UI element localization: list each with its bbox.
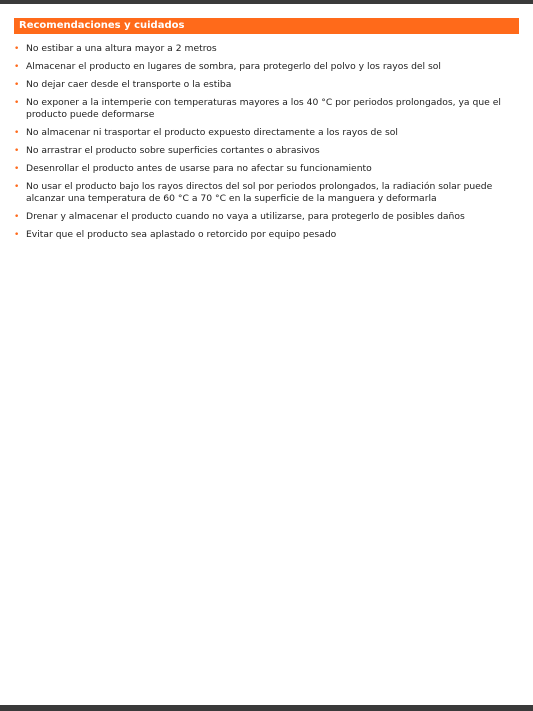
list-item-text: Desenrollar el producto antes de usarse para no afectar su funcionamiento [26, 163, 372, 174]
recommendations-section [14, 18, 519, 247]
list-item [14, 181, 519, 205]
bullet-icon: • [14, 146, 20, 156]
bullet-icon: • [14, 230, 20, 240]
bullet-icon: • [14, 182, 20, 192]
bullet-icon: • [14, 212, 20, 222]
list-item [14, 127, 519, 139]
top-bar [0, 0, 533, 4]
list-item [14, 61, 519, 73]
section-title: Recomendaciones y cuidados [14, 18, 519, 34]
list-item [14, 43, 519, 55]
list-item-text: No arrastrar el producto sobre superficies cortantes o abrasivos [26, 145, 320, 156]
list-item-text: No estibar a una altura mayor a 2 metros [26, 43, 217, 54]
list-item [14, 97, 519, 121]
list-item [14, 79, 519, 91]
bullet-icon: • [14, 98, 20, 108]
list-item [14, 145, 519, 157]
list-item-text: Drenar y almacenar el producto cuando no vaya a utilizarse, para protegerlo de posibles daños [26, 211, 465, 222]
list-item [14, 211, 519, 223]
list-item-text: Almacenar el producto en lugares de sombra, para protegerlo del polvo y los rayos del sol [26, 61, 441, 72]
bullet-icon: • [14, 128, 20, 138]
recommendations-list [14, 43, 519, 241]
bullet-icon: • [14, 164, 20, 174]
list-item-text: Evitar que el producto sea aplastado o retorcido por equipo pesado [26, 229, 337, 240]
bottom-bar [0, 705, 533, 711]
bullet-icon: • [14, 80, 20, 90]
bullet-icon: • [14, 62, 20, 72]
list-item [14, 163, 519, 175]
list-item-text: No usar el producto bajo los rayos directos del sol por periodos prolongados, la radiación solar puede alcanzar una temperatura de 60 °C a 70 °C en la superficie de la manguera y deformarla [26, 181, 493, 204]
list-item [14, 229, 519, 241]
bullet-icon: • [14, 44, 20, 54]
list-item-text: No dejar caer desde el transporte o la estiba [26, 79, 232, 90]
list-item-text: No almacenar ni trasportar el producto expuesto directamente a los rayos de sol [26, 127, 398, 138]
list-item-text: No exponer a la intemperie con temperaturas mayores a los 40 °C por periodos prolongados, ya que el producto puede deformarse [26, 97, 501, 120]
